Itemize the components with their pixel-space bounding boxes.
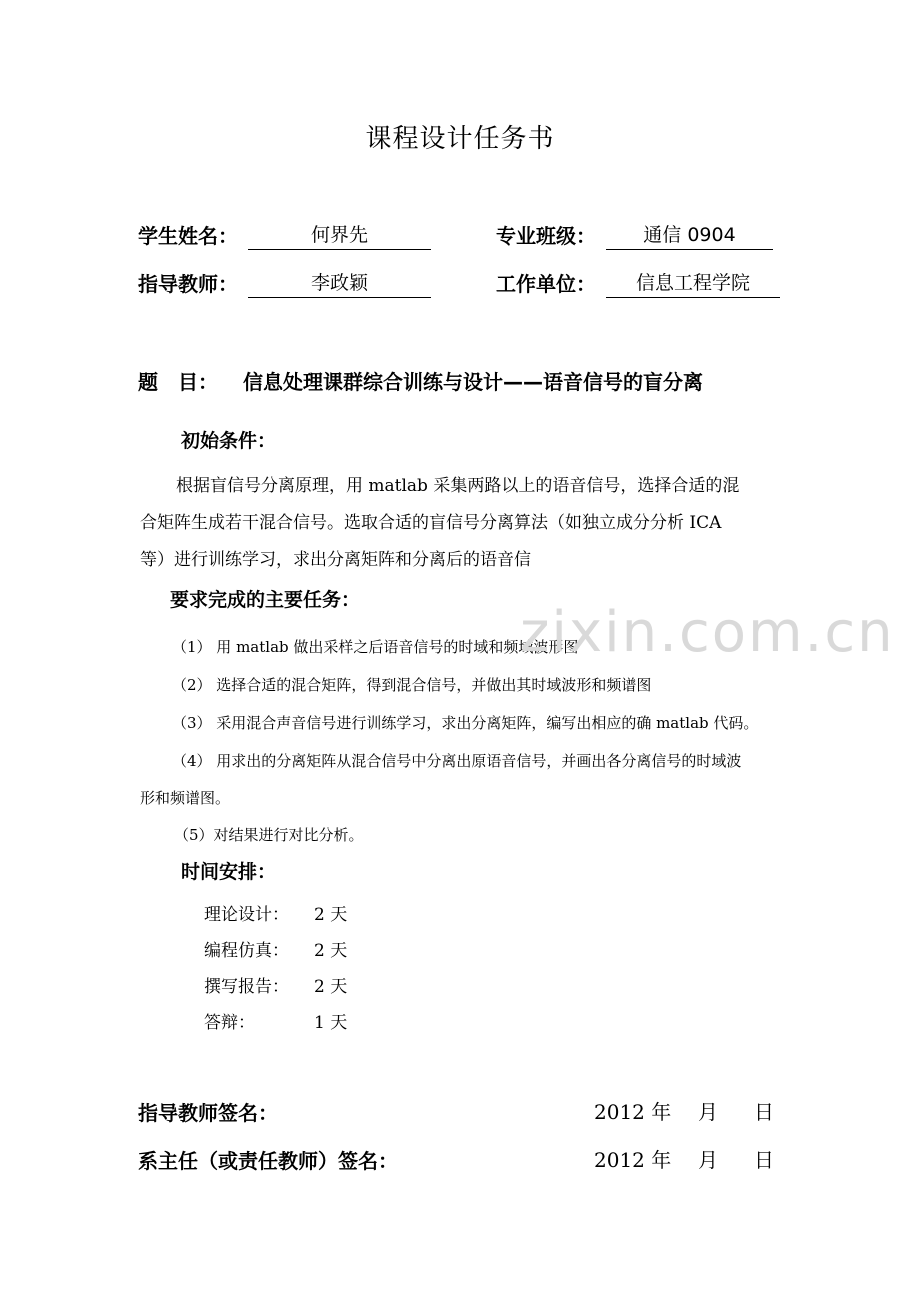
director-signature-month: 月 — [698, 1148, 718, 1172]
advisor-signature-day: 日 — [754, 1100, 774, 1124]
director-signature-year: 2012 年 — [594, 1148, 672, 1172]
initial-line: 合矩阵生成若干混合信号。选取合适的盲信号分离算法（如独立成分分析 ICA — [140, 513, 722, 533]
teacher-label: 指导教师： — [138, 272, 238, 296]
class-value: 通信 0904 — [606, 220, 773, 250]
advisor-signature-month: 月 — [698, 1100, 718, 1124]
schedule-label: 理论设计： — [204, 905, 289, 925]
task-item: （4） 用求出的分离矩阵从混合信号中分离出原语音信号，并画出各分离信号的时域波 — [172, 752, 742, 770]
schedule-value: 2 天 — [314, 941, 348, 961]
advisor-signature-year: 2012 年 — [594, 1100, 672, 1124]
topic-text: 信息处理课群综合训练与设计——语音信号的盲分离 — [243, 370, 703, 394]
student-name-label: 学生姓名： — [138, 224, 238, 248]
schedule-label: 撰写报告： — [204, 977, 289, 997]
unit-label: 工作单位： — [496, 272, 596, 296]
advisor-signature-label: 指导教师签名： — [138, 1101, 278, 1125]
task-item-continued: 形和频谱图。 — [140, 789, 231, 807]
task-item: （2） 选择合适的混合矩阵，得到混合信号，并做出其时域波形和频谱图 — [172, 676, 652, 694]
schedule-heading: 时间安排： — [181, 861, 277, 883]
task-item: （5）对结果进行对比分析。 — [174, 826, 364, 844]
unit-value: 信息工程学院 — [606, 268, 780, 298]
schedule-value: 2 天 — [314, 977, 348, 997]
schedule-label: 编程仿真： — [204, 941, 289, 961]
student-name-value: 何界先 — [248, 220, 431, 250]
initial-line: 根据盲信号分离原理，用 matlab 采集两路以上的语音信号，选择合适的混 — [176, 476, 740, 496]
topic-label: 题 目： — [138, 370, 218, 394]
director-signature-label: 系主任（或责任教师）签名： — [138, 1149, 398, 1173]
schedule-value: 2 天 — [314, 905, 348, 925]
task-item: （1） 用 matlab 做出采样之后语音信号的时域和频域波形图 — [172, 638, 579, 656]
director-signature-day: 日 — [754, 1148, 774, 1172]
schedule-label: 答辩： — [204, 1013, 255, 1033]
document-title: 课程设计任务书 — [365, 124, 555, 154]
initial-line: 等）进行训练学习，求出分离矩阵和分离后的语音信 — [140, 550, 531, 570]
initial-heading: 初始条件： — [181, 430, 277, 452]
class-label: 专业班级： — [496, 224, 596, 248]
watermark-text: zixin.com.cn — [520, 600, 895, 665]
task-item: （3） 采用混合声音信号进行训练学习，求出分离矩阵，编写出相应的确 matlab 代码。 — [172, 714, 759, 732]
teacher-value: 李政颖 — [248, 268, 431, 298]
tasks-heading: 要求完成的主要任务： — [170, 589, 361, 611]
schedule-value: 1 天 — [314, 1013, 348, 1033]
